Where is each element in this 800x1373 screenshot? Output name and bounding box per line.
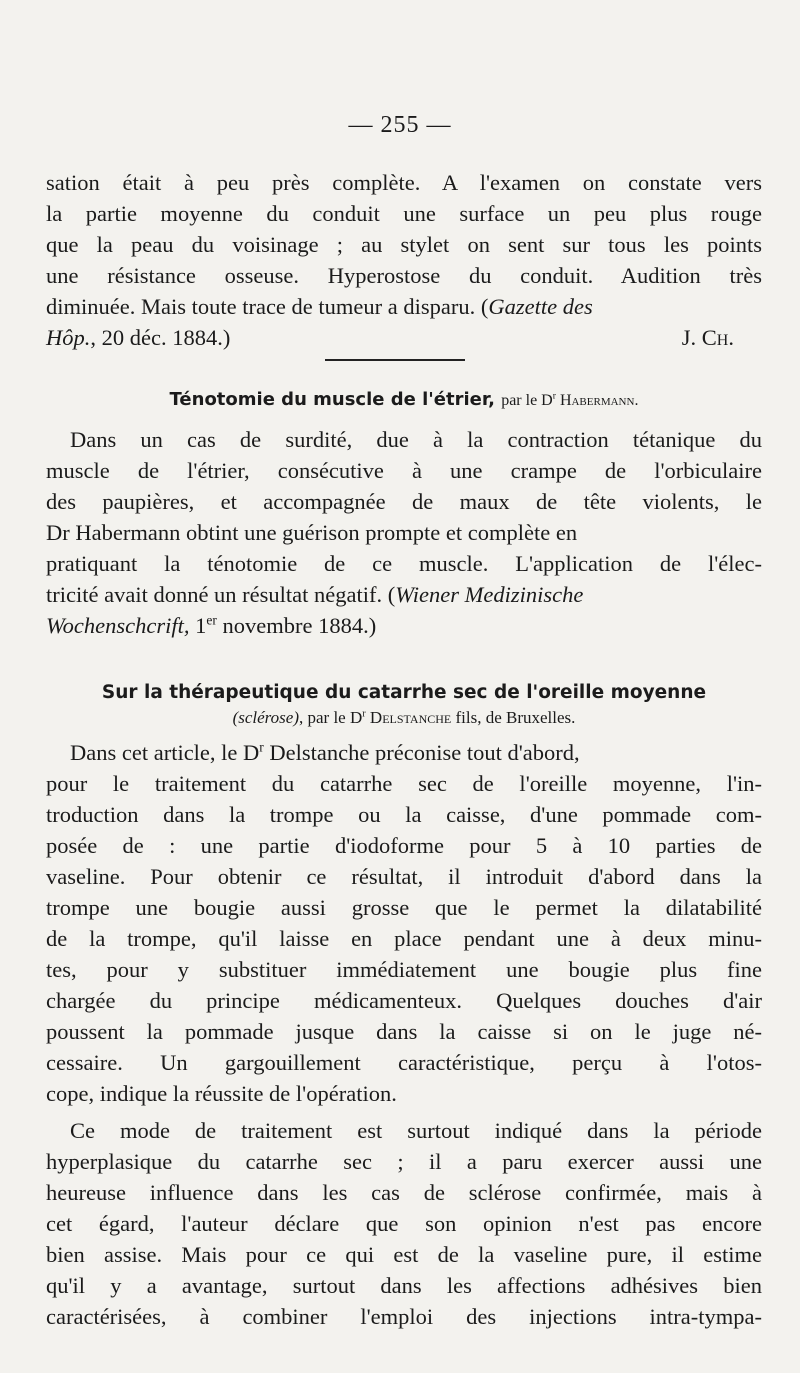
text-line: pour le traitement du catarrhe sec de l'oreille moyenne, l'in- bbox=[46, 771, 762, 796]
text-line: heureuse influence dans les cas de sclérose confirmée, mais à bbox=[46, 1180, 762, 1205]
text-line: la partie moyenne du conduit une surface un peu plus rouge bbox=[46, 201, 762, 226]
text-line: bien assise. Mais pour ce qui est de la vaseline pure, il estime bbox=[46, 1242, 762, 1267]
journal-title: Gazette des bbox=[488, 294, 593, 319]
text-fragment: , 20 déc. 1884.) bbox=[90, 325, 231, 350]
text-line: chargée du principe médicamenteux. Quelques douches d'air bbox=[46, 988, 762, 1013]
text-line: vaseline. Pour obtenir ce résultat, il introduit d'abord dans la bbox=[46, 864, 762, 889]
text-line: trompe une bougie aussi grosse que le permet la dilatabilité bbox=[46, 895, 762, 920]
text-line: qu'il y a avantage, surtout dans les affections adhésives bien bbox=[46, 1273, 762, 1298]
text-line: une résistance osseuse. Hyperostose du conduit. Audition très bbox=[46, 263, 762, 288]
text-line bbox=[46, 292, 762, 322]
text-line: tricité avait donné un résultat négatif. (Wiener Medizinische bbox=[46, 582, 584, 607]
text-line: muscle de l'étrier, consécutive à une crampe de l'orbiculaire bbox=[46, 458, 762, 483]
text-line: hyperplasique du catarrhe sec ; il a paru exercer aussi une bbox=[46, 1149, 762, 1174]
text-line: Dr Habermann obtint une guérison prompte et complète en bbox=[46, 520, 578, 545]
page-number: — 255 — bbox=[348, 112, 452, 138]
section-heading bbox=[46, 387, 762, 414]
text-line: Ce mode de traitement est surtout indiqué dans la période bbox=[70, 1118, 762, 1143]
text-line: sation était à peu près complète. A l'examen on constate vers bbox=[46, 170, 762, 195]
heading-byline: par le $D^r$ Habermann. bbox=[501, 390, 639, 409]
text-line: des paupières, et accompagnée de maux de tête violents, le bbox=[46, 489, 762, 514]
text-line: posée de : une partie d'iodoforme pour 5 à 10 parties de bbox=[46, 833, 762, 858]
journal-title: Hôp. bbox=[46, 325, 91, 350]
text-line: de la trompe, qu'il laisse en place pendant une à deux minu- bbox=[46, 926, 762, 951]
section-heading: Sur la thérapeutique du catarrhe sec de l'oreille moyenne bbox=[101, 682, 707, 703]
text-line: cessaire. Un gargouillement caractéristique, perçu à l'otos- bbox=[46, 1050, 762, 1075]
text-line: tes, pour y substituer immédiatement une bougie plus fine bbox=[46, 957, 762, 982]
text-line: pratiquant la ténotomie de ce muscle. L'application de l'élec- bbox=[46, 551, 762, 576]
text-line: Wochenschcrift, 1er novembre 1884.) bbox=[46, 612, 377, 638]
text-line: Dans cet article, le $D^r$ Delstanche préconise tout d'abord, bbox=[70, 739, 580, 765]
text-line: troduction dans la trompe ou la caisse, d'une pommade com- bbox=[46, 802, 762, 827]
text-line: que la peau du voisinage ; au stylet on sent sur tous les points bbox=[46, 232, 762, 257]
text-line: Dans un cas de surdité, due à la contraction tétanique du bbox=[70, 427, 762, 452]
section-separator bbox=[325, 359, 465, 361]
journal-title: Wiener Medizinische bbox=[395, 582, 584, 607]
text-line bbox=[46, 323, 762, 353]
journal-title: Wochenschcrift, bbox=[46, 613, 190, 638]
text-line: cope, indique la réussite de l'opération. bbox=[46, 1081, 397, 1106]
text-line: cet égard, l'auteur déclare que son opinion n'est pas encore bbox=[46, 1211, 762, 1236]
author-signature: J. Ch. bbox=[681, 325, 734, 350]
text-fragment: diminuée. Mais toute trace de tumeur a disparu. ( bbox=[46, 294, 489, 319]
text-line: poussent la pommade jusque dans la caisse si on le juge né- bbox=[46, 1019, 762, 1044]
heading-title: Ténotomie du muscle de l'étrier, bbox=[169, 389, 495, 410]
section-subheading: (sclérose), par le $D^r$ Delstanche fils, de Bruxelles. bbox=[232, 708, 576, 727]
text-line: caractérisées, à combiner l'emploi des injections intra-tympa- bbox=[46, 1304, 762, 1329]
